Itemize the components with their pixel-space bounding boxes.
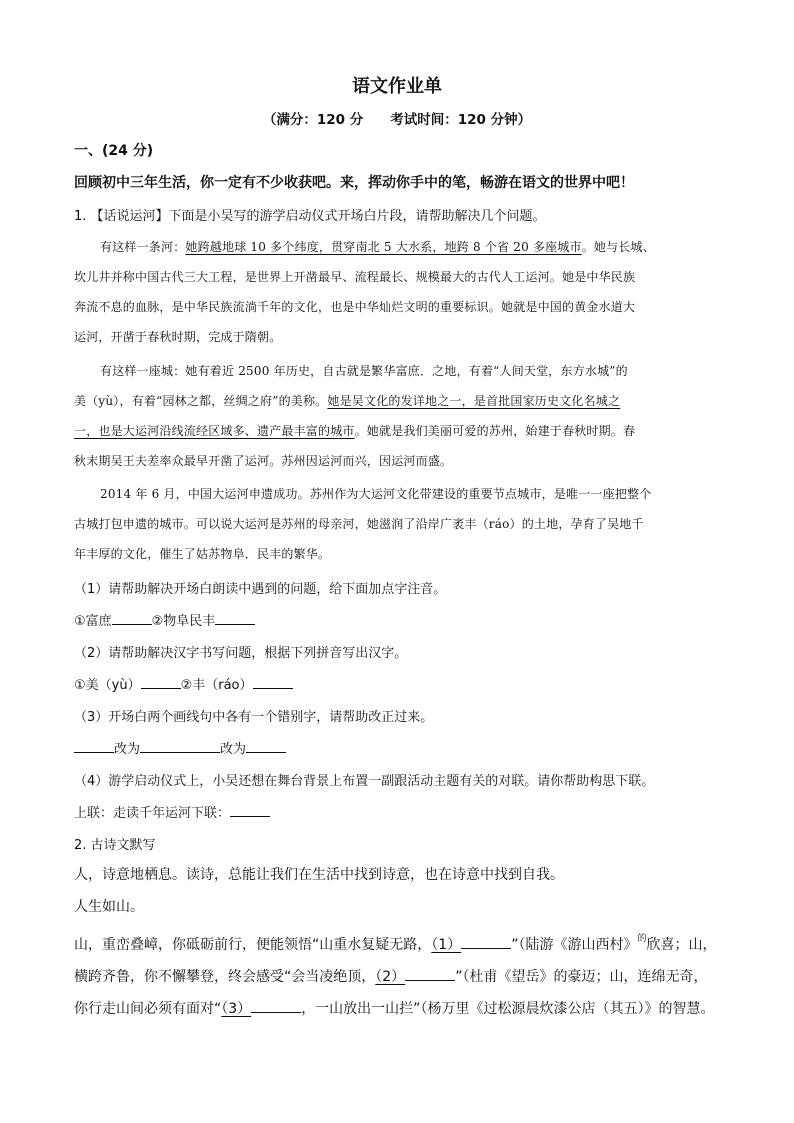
answer-blank[interactable] (141, 675, 181, 689)
page-subtitle: （满分：120 分 考试时间：120 分钟） (262, 112, 532, 128)
poem-intro-line: 人，诗意地栖息。读诗，总能让我们在生活中找到诗意，也在诗意中找到自我。 (74, 867, 564, 883)
underlined-sentence-2-cont: 一，也是大运河沿线流经区域多、遗产最丰富的城市 (74, 424, 355, 438)
passage-text: 。她就是我们美丽可爱的苏州，始建于春秋时期。春 (354, 424, 636, 438)
poem-fill-line-1 (74, 934, 716, 954)
sub-question-4: （4）游学启动仪式上，小吴还想在舞台背景上布置一副跟活动主题有关的对联。请你帮助构思下联。 (74, 774, 655, 789)
passage-p1-line2: 坎儿井并称中国古代三大工程，是世界上开凿最早、流程最长、规模最大的古代人工运河。她是中华民族 (74, 270, 636, 284)
passage-p1-line3: 奔流不息的血脉，是中华民族流淌千年的文化，也是中华灿烂文明的重要标识。她就是中国的黄金水道大 (74, 300, 636, 314)
blank-number: （1） (431, 937, 462, 953)
poem-fill-line-2 (74, 966, 707, 986)
question-2-stem: 2. 古诗文默写 (74, 838, 156, 853)
passage-p2-line3 (74, 422, 635, 439)
poem-line: 人生如山。 (74, 899, 144, 915)
answer-blank[interactable] (140, 739, 220, 753)
poem-text: ”（陆游《游山西村》 (511, 937, 638, 953)
item-label: ②物阜民丰 (151, 614, 216, 629)
section-intro: 回顾初中三年生活，你一定有不少收获吧。来，挥动你手中的笔，畅游在语文的世界中吧！ (74, 175, 634, 191)
answer-blank[interactable] (215, 611, 255, 625)
poem-fill-line-3 (74, 998, 714, 1018)
blank-number: （3） (221, 1001, 252, 1017)
answer-blank[interactable] (461, 935, 511, 949)
poem-text: 你行走山间必须有面对“ (74, 1001, 222, 1017)
item-label: ①富庶 (74, 614, 112, 629)
underlined-sentence-1: 她跨越地球 10 多个纬度，贯穿南北 5 大水系，地跨 8 个省 20 多座城市 (185, 240, 582, 254)
passage-text: 有这样一条河： (100, 240, 186, 254)
sub-question-3-items (74, 738, 286, 757)
passage-p3-line3: 年丰厚的文化，催生了姑苏物阜．民丰的繁华。 (74, 547, 331, 561)
passage-p3-line2: 古城打包申遗的城市。可以说大运河是苏州的母亲河，她滋润了沿岸广袤丰（ráo）的土地，孕育了吴地千 (74, 517, 644, 531)
answer-blank[interactable] (74, 739, 114, 753)
item-label: 上联：走读千年运河下联： (74, 806, 231, 821)
section-heading: 一、(24 分) (74, 143, 154, 159)
poem-text: 欣喜；山， (646, 937, 717, 953)
passage-p2-line1: 有这样一座城：她有着近 2500 年历史，自古就是繁华富庶．之地，有着“人间天堂，东方水城”的 (100, 364, 628, 378)
sub-question-1: （1）请帮助解决开场白朗读中遇到的问题，给下面加点字注音。 (74, 582, 447, 597)
sub-question-2-items (74, 674, 293, 693)
answer-blank[interactable] (251, 999, 301, 1013)
answer-blank[interactable] (405, 967, 455, 981)
answer-blank[interactable] (230, 803, 270, 817)
item-label: ①美（yù） (74, 678, 141, 693)
item-label: 改为 (114, 742, 141, 757)
sub-question-1-items (74, 610, 255, 629)
passage-p1-line4: 运河，开凿于春秋时期，完成于隋朝。 (74, 330, 282, 344)
answer-blank[interactable] (253, 675, 293, 689)
question-1-stem: 1. 【话说运河】下面是小吴写的游学启动仪式开场白片段，请帮助解决几个问题。 (74, 209, 546, 224)
sub-question-2: （2）请帮助解决汉字书写问题，根据下列拼音写出汉字。 (74, 646, 408, 661)
answer-blank[interactable] (246, 739, 286, 753)
poem-text: ，一山放出一山拦”（杨万里《过松源晨炊漆公店（其五）》的智慧。 (301, 1001, 715, 1017)
sub-question-3: （3）开场白两个画线句中各有一个错别字，请帮助改正过来。 (74, 710, 434, 725)
poem-text: 山，重峦叠嶂，你砥砺前行，便能领悟“山重水复疑无路， (74, 937, 432, 953)
blank-number: （2） (375, 969, 406, 985)
answer-blank[interactable] (112, 611, 152, 625)
item-label: 改为 (220, 742, 247, 757)
passage-p3-line1: 2014 年 6 月，中国大运河申遗成功。苏州作为大运河文化带建设的重要节点城市，是唯一一座把整个 (100, 487, 652, 501)
sub-question-4-items (74, 802, 270, 821)
passage-p2-line2 (74, 392, 620, 409)
passage-p2-line4: 秋末期吴王夫差率众最早开凿了运河。苏州因运河而兴，因运河而盛。 (74, 454, 453, 468)
poem-text: 横跨齐鲁，你不懈攀登，终会感受“会当凌绝顶， (74, 969, 376, 985)
poem-text: ”（杜甫《望岳》的豪迈；山，连绵无奇， (455, 969, 708, 985)
passage-text: 。她与长城、 (581, 240, 655, 254)
page-title: 语文作业单 (352, 76, 442, 97)
underlined-sentence-2: 她是吴文化的发详地之一，是首批国家历史文化名城之 (327, 394, 621, 408)
superscript-char: 的 (637, 934, 647, 944)
passage-text: 美（yù），有着“园林之都，丝绸之府”的美称。 (74, 394, 328, 408)
item-label: ②丰（ráo） (180, 678, 253, 693)
passage-p1-line1 (100, 238, 655, 255)
